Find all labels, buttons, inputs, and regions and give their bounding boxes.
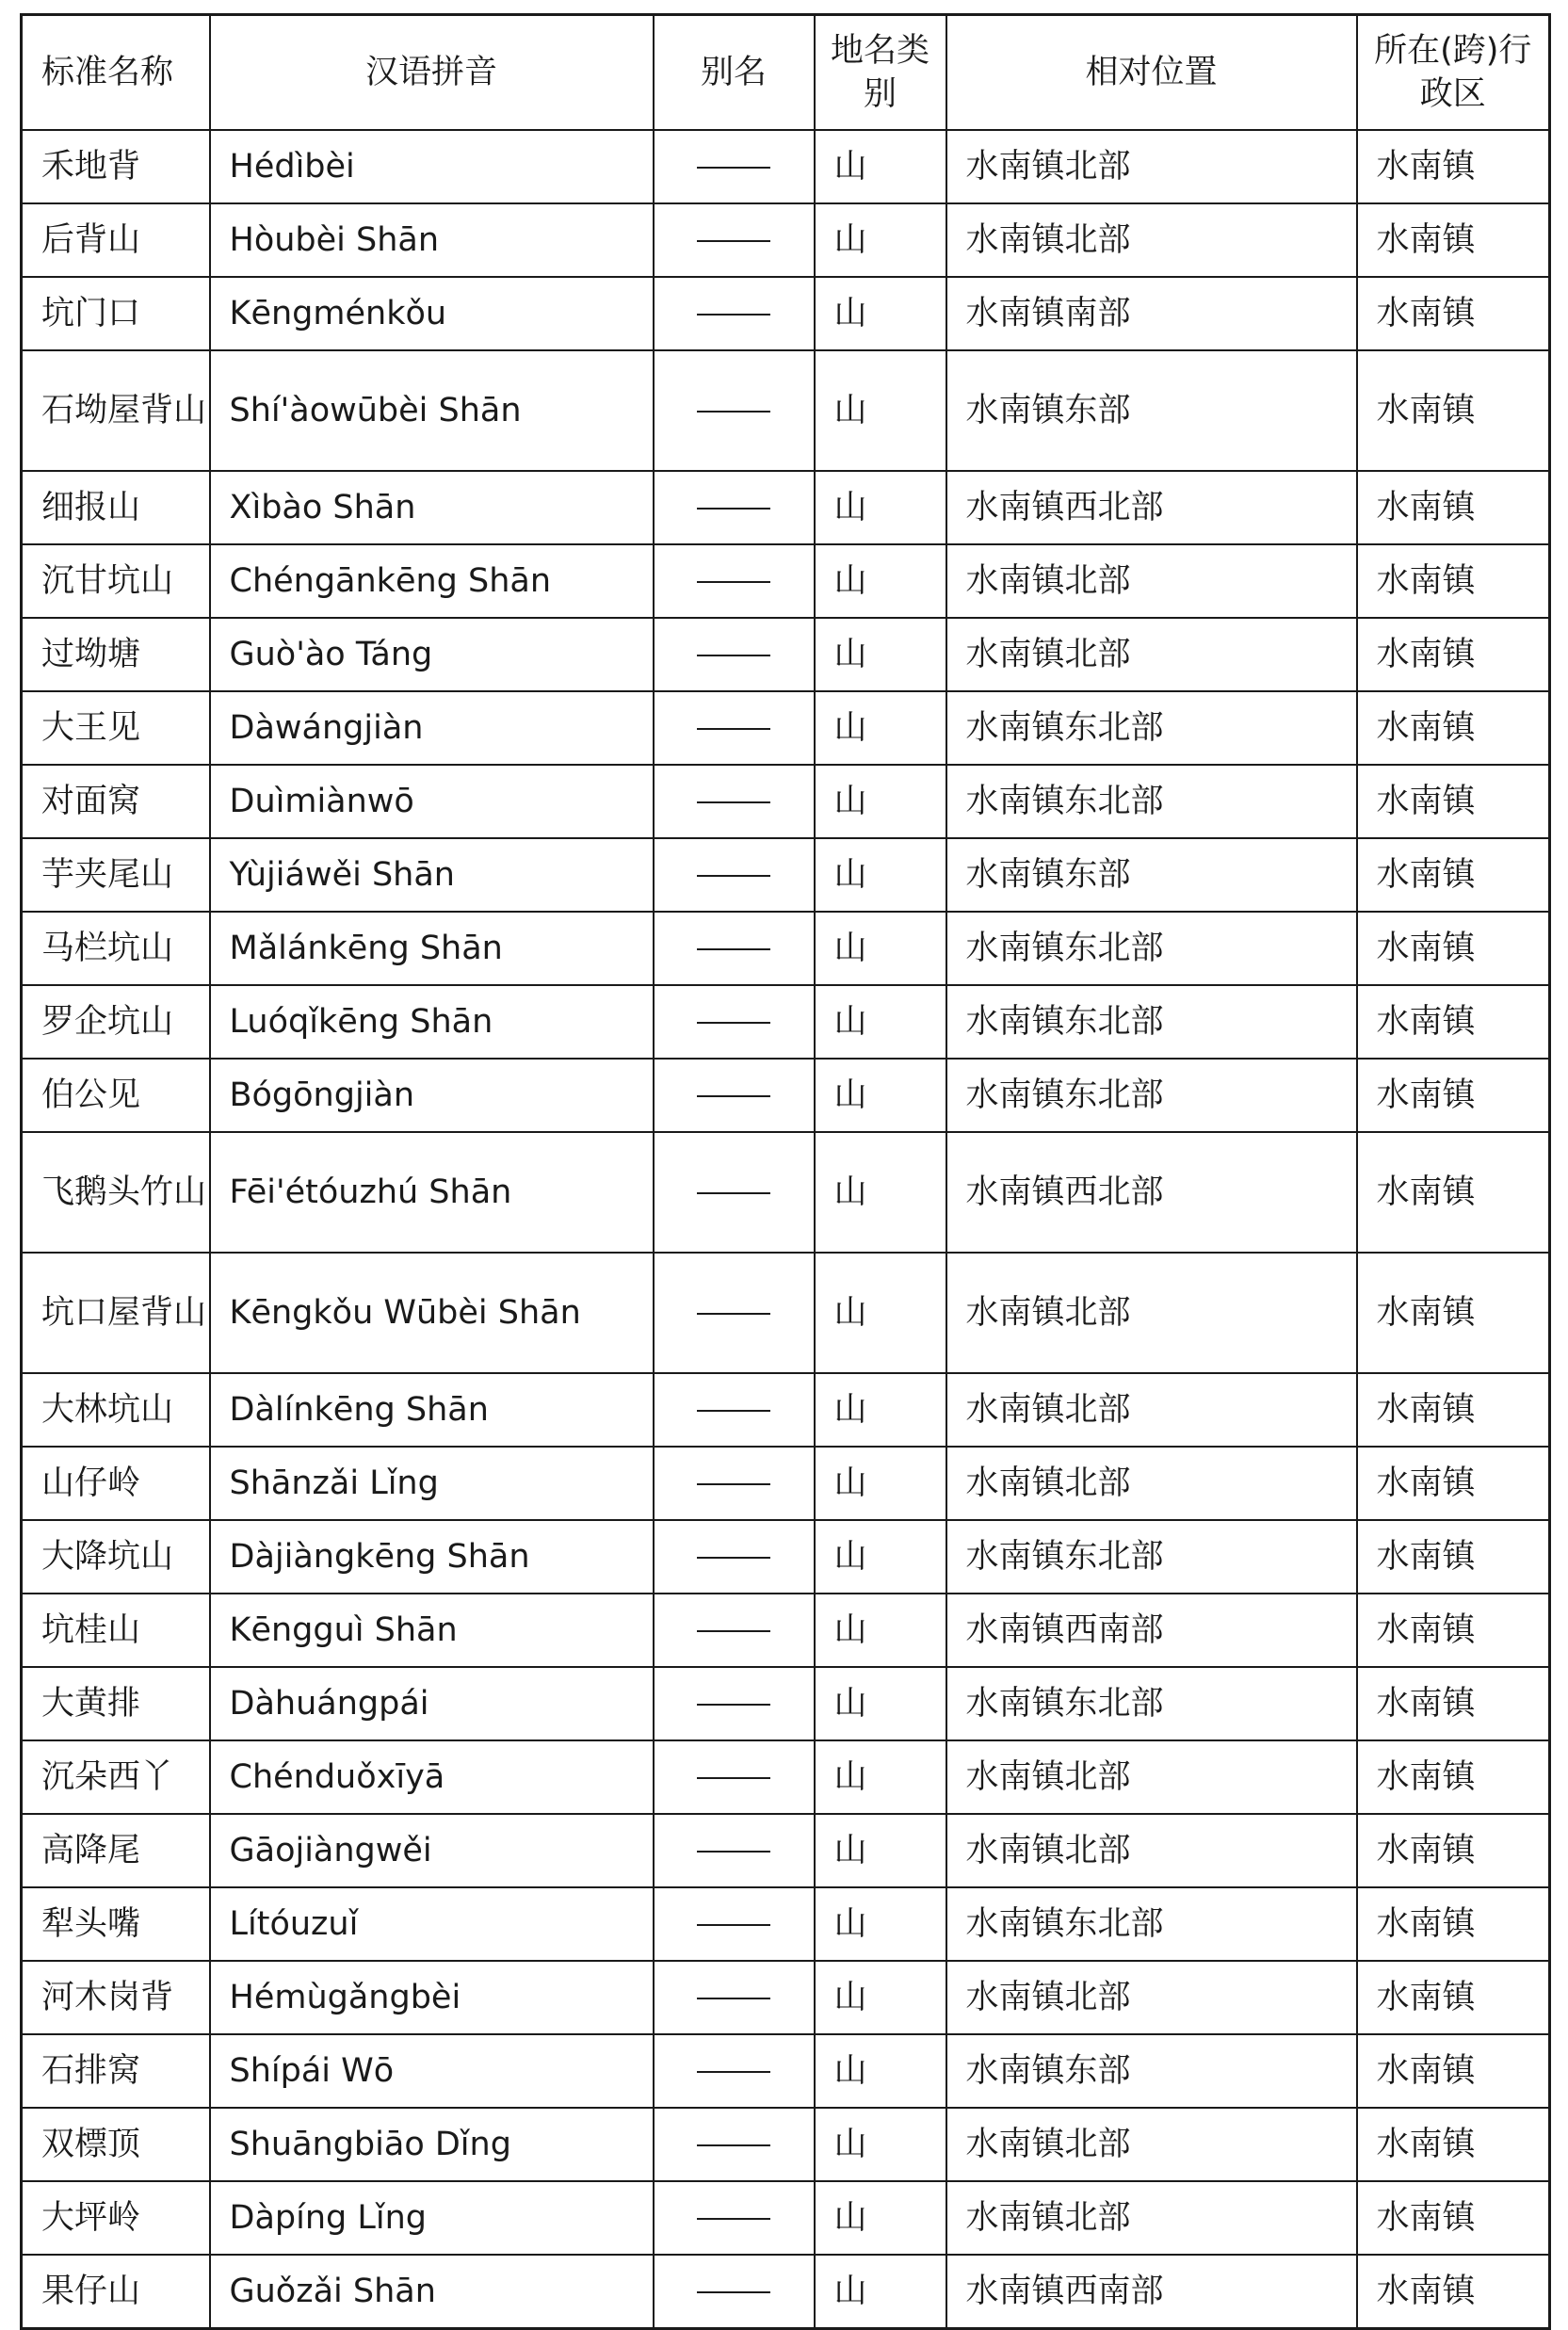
cell-district: 水南镇 bbox=[1357, 203, 1550, 277]
alias-empty-dash bbox=[697, 1998, 770, 1999]
cell-alias bbox=[654, 2255, 815, 2328]
table-row bbox=[22, 2108, 1550, 2181]
cell-alias bbox=[654, 618, 815, 691]
cell-standard-name: 罗企坑山 bbox=[22, 985, 210, 1059]
alias-empty-dash bbox=[697, 948, 770, 950]
cell-category: 山 bbox=[815, 350, 946, 471]
cell-alias bbox=[654, 1447, 815, 1520]
table-row bbox=[22, 1132, 1550, 1253]
cell-relative-position: 水南镇北部 bbox=[946, 618, 1357, 691]
cell-alias bbox=[654, 1253, 815, 1373]
alias-empty-dash bbox=[697, 411, 770, 413]
cell-district: 水南镇 bbox=[1357, 2181, 1550, 2255]
cell-category: 山 bbox=[815, 765, 946, 838]
cell-district: 水南镇 bbox=[1357, 912, 1550, 985]
alias-empty-dash bbox=[697, 1704, 770, 1706]
cell-relative-position: 水南镇东北部 bbox=[946, 1887, 1357, 1961]
cell-pinyin: Dàhuángpái bbox=[210, 1667, 654, 1740]
cell-standard-name: 沉朵西丫 bbox=[22, 1740, 210, 1814]
header-relative-position: 相对位置 bbox=[946, 15, 1357, 131]
cell-standard-name: 大黄排 bbox=[22, 1667, 210, 1740]
cell-alias bbox=[654, 2108, 815, 2181]
cell-relative-position: 水南镇东北部 bbox=[946, 1520, 1357, 1594]
cell-category: 山 bbox=[815, 2108, 946, 2181]
cell-pinyin: Gāojiàngwěi bbox=[210, 1814, 654, 1887]
cell-category: 山 bbox=[815, 1594, 946, 1667]
cell-category: 山 bbox=[815, 1373, 946, 1447]
cell-district: 水南镇 bbox=[1357, 130, 1550, 203]
cell-relative-position: 水南镇北部 bbox=[946, 1740, 1357, 1814]
cell-alias bbox=[654, 544, 815, 618]
alias-empty-dash bbox=[697, 314, 770, 316]
alias-empty-dash bbox=[697, 728, 770, 730]
table-row bbox=[22, 1059, 1550, 1132]
cell-standard-name: 大坪岭 bbox=[22, 2181, 210, 2255]
table-row bbox=[22, 471, 1550, 544]
alias-empty-dash bbox=[697, 1630, 770, 1632]
cell-district: 水南镇 bbox=[1357, 1887, 1550, 1961]
cell-standard-name: 大王见 bbox=[22, 691, 210, 765]
cell-pinyin: Chéngānkēng Shān bbox=[210, 544, 654, 618]
cell-district: 水南镇 bbox=[1357, 1059, 1550, 1132]
cell-district: 水南镇 bbox=[1357, 1961, 1550, 2034]
cell-relative-position: 水南镇西北部 bbox=[946, 1132, 1357, 1253]
header-alias: 别名 bbox=[654, 15, 815, 131]
cell-standard-name: 大降坑山 bbox=[22, 1520, 210, 1594]
cell-standard-name: 山仔岭 bbox=[22, 1447, 210, 1520]
cell-pinyin: Xìbào Shān bbox=[210, 471, 654, 544]
table-row bbox=[22, 2034, 1550, 2108]
cell-standard-name: 飞鹅头竹山 bbox=[22, 1132, 210, 1253]
cell-category: 山 bbox=[815, 1059, 946, 1132]
cell-relative-position: 水南镇东北部 bbox=[946, 691, 1357, 765]
alias-empty-dash bbox=[697, 2071, 770, 2073]
cell-pinyin: Fēi'étóuzhú Shān bbox=[210, 1132, 654, 1253]
alias-empty-dash bbox=[697, 1410, 770, 1412]
cell-alias bbox=[654, 1740, 815, 1814]
cell-relative-position: 水南镇东北部 bbox=[946, 765, 1357, 838]
cell-pinyin: Kēngguì Shān bbox=[210, 1594, 654, 1667]
cell-category: 山 bbox=[815, 1740, 946, 1814]
table-row bbox=[22, 838, 1550, 912]
cell-category: 山 bbox=[815, 2181, 946, 2255]
cell-pinyin: Dàlínkēng Shān bbox=[210, 1373, 654, 1447]
cell-relative-position: 水南镇北部 bbox=[946, 130, 1357, 203]
cell-category: 山 bbox=[815, 203, 946, 277]
table-row bbox=[22, 2181, 1550, 2255]
header-standard-name: 标准名称 bbox=[22, 15, 210, 131]
table-row bbox=[22, 765, 1550, 838]
alias-empty-dash bbox=[697, 508, 770, 510]
table-row bbox=[22, 912, 1550, 985]
cell-alias bbox=[654, 1520, 815, 1594]
cell-category: 山 bbox=[815, 1132, 946, 1253]
cell-standard-name: 坑门口 bbox=[22, 277, 210, 350]
cell-standard-name: 果仔山 bbox=[22, 2255, 210, 2328]
cell-alias bbox=[654, 1667, 815, 1740]
table-row bbox=[22, 1740, 1550, 1814]
alias-empty-dash bbox=[697, 1022, 770, 1024]
cell-relative-position: 水南镇北部 bbox=[946, 1814, 1357, 1887]
cell-relative-position: 水南镇北部 bbox=[946, 544, 1357, 618]
cell-relative-position: 水南镇西南部 bbox=[946, 1594, 1357, 1667]
cell-pinyin: Mǎlánkēng Shān bbox=[210, 912, 654, 985]
cell-category: 山 bbox=[815, 691, 946, 765]
cell-pinyin: Kēngkǒu Wūbèi Shān bbox=[210, 1253, 654, 1373]
cell-alias bbox=[654, 2034, 815, 2108]
cell-alias bbox=[654, 912, 815, 985]
cell-relative-position: 水南镇东北部 bbox=[946, 912, 1357, 985]
cell-district: 水南镇 bbox=[1357, 618, 1550, 691]
alias-empty-dash bbox=[697, 655, 770, 656]
cell-alias bbox=[654, 838, 815, 912]
cell-category: 山 bbox=[815, 1961, 946, 2034]
cell-relative-position: 水南镇北部 bbox=[946, 2181, 1357, 2255]
table-row bbox=[22, 544, 1550, 618]
table-row bbox=[22, 1373, 1550, 1447]
alias-empty-dash bbox=[697, 1313, 770, 1315]
table-row bbox=[22, 2255, 1550, 2328]
cell-pinyin: Shípái Wō bbox=[210, 2034, 654, 2108]
cell-category: 山 bbox=[815, 618, 946, 691]
cell-category: 山 bbox=[815, 2034, 946, 2108]
cell-district: 水南镇 bbox=[1357, 1447, 1550, 1520]
cell-district: 水南镇 bbox=[1357, 471, 1550, 544]
cell-relative-position: 水南镇东部 bbox=[946, 838, 1357, 912]
cell-pinyin: Bógōngjiàn bbox=[210, 1059, 654, 1132]
cell-standard-name: 犁头嘴 bbox=[22, 1887, 210, 1961]
cell-district: 水南镇 bbox=[1357, 765, 1550, 838]
cell-district: 水南镇 bbox=[1357, 1667, 1550, 1740]
cell-alias bbox=[654, 1132, 815, 1253]
cell-category: 山 bbox=[815, 471, 946, 544]
cell-alias bbox=[654, 985, 815, 1059]
cell-alias bbox=[654, 1059, 815, 1132]
cell-pinyin: Hémùgǎngbèi bbox=[210, 1961, 654, 2034]
cell-standard-name: 禾地背 bbox=[22, 130, 210, 203]
cell-alias bbox=[654, 203, 815, 277]
table-row bbox=[22, 985, 1550, 1059]
cell-standard-name: 后背山 bbox=[22, 203, 210, 277]
cell-standard-name: 坑桂山 bbox=[22, 1594, 210, 1667]
cell-alias bbox=[654, 765, 815, 838]
cell-district: 水南镇 bbox=[1357, 2034, 1550, 2108]
cell-category: 山 bbox=[815, 838, 946, 912]
alias-empty-dash bbox=[697, 1777, 770, 1779]
cell-pinyin: Shí'àowūbèi Shān bbox=[210, 350, 654, 471]
header-pinyin: 汉语拼音 bbox=[210, 15, 654, 131]
cell-alias bbox=[654, 130, 815, 203]
table-row bbox=[22, 1667, 1550, 1740]
cell-category: 山 bbox=[815, 1520, 946, 1594]
cell-relative-position: 水南镇北部 bbox=[946, 1373, 1357, 1447]
cell-alias bbox=[654, 1373, 815, 1447]
cell-relative-position: 水南镇南部 bbox=[946, 277, 1357, 350]
cell-relative-position: 水南镇东部 bbox=[946, 2034, 1357, 2108]
cell-pinyin: Shuāngbiāo Dǐng bbox=[210, 2108, 654, 2181]
cell-district: 水南镇 bbox=[1357, 691, 1550, 765]
alias-empty-dash bbox=[697, 2144, 770, 2146]
cell-district: 水南镇 bbox=[1357, 1253, 1550, 1373]
cell-standard-name: 过坳塘 bbox=[22, 618, 210, 691]
alias-empty-dash bbox=[697, 1557, 770, 1559]
cell-category: 山 bbox=[815, 130, 946, 203]
cell-relative-position: 水南镇东北部 bbox=[946, 1667, 1357, 1740]
cell-relative-position: 水南镇东北部 bbox=[946, 1059, 1357, 1132]
cell-category: 山 bbox=[815, 1447, 946, 1520]
alias-empty-dash bbox=[697, 801, 770, 803]
cell-relative-position: 水南镇北部 bbox=[946, 1447, 1357, 1520]
table-row bbox=[22, 691, 1550, 765]
cell-standard-name: 石坳屋背山 bbox=[22, 350, 210, 471]
cell-pinyin: Guǒzǎi Shān bbox=[210, 2255, 654, 2328]
table-header-row bbox=[22, 15, 1550, 131]
cell-alias bbox=[654, 2181, 815, 2255]
table-row bbox=[22, 350, 1550, 471]
alias-empty-dash bbox=[697, 1924, 770, 1926]
cell-category: 山 bbox=[815, 544, 946, 618]
cell-pinyin: Chénduǒxīyā bbox=[210, 1740, 654, 1814]
cell-district: 水南镇 bbox=[1357, 1594, 1550, 1667]
table-body bbox=[22, 130, 1550, 2328]
cell-pinyin: Guò'ào Táng bbox=[210, 618, 654, 691]
table-row bbox=[22, 1447, 1550, 1520]
cell-category: 山 bbox=[815, 1253, 946, 1373]
cell-alias bbox=[654, 1594, 815, 1667]
table-row bbox=[22, 277, 1550, 350]
cell-alias bbox=[654, 1961, 815, 2034]
table-row bbox=[22, 1887, 1550, 1961]
cell-relative-position: 水南镇东北部 bbox=[946, 985, 1357, 1059]
cell-pinyin: Lítóuzuǐ bbox=[210, 1887, 654, 1961]
cell-relative-position: 水南镇北部 bbox=[946, 1253, 1357, 1373]
cell-district: 水南镇 bbox=[1357, 838, 1550, 912]
cell-standard-name: 细报山 bbox=[22, 471, 210, 544]
alias-empty-dash bbox=[697, 581, 770, 583]
cell-standard-name: 大林坑山 bbox=[22, 1373, 210, 1447]
place-name-table bbox=[20, 13, 1551, 2330]
cell-district: 水南镇 bbox=[1357, 1520, 1550, 1594]
table-row bbox=[22, 1253, 1550, 1373]
cell-relative-position: 水南镇北部 bbox=[946, 203, 1357, 277]
alias-empty-dash bbox=[697, 2291, 770, 2293]
alias-empty-dash bbox=[697, 240, 770, 242]
cell-category: 山 bbox=[815, 912, 946, 985]
cell-alias bbox=[654, 471, 815, 544]
cell-pinyin: Duìmiànwō bbox=[210, 765, 654, 838]
alias-empty-dash bbox=[697, 1095, 770, 1097]
cell-standard-name: 坑口屋背山 bbox=[22, 1253, 210, 1373]
cell-district: 水南镇 bbox=[1357, 277, 1550, 350]
cell-pinyin: Luóqǐkēng Shān bbox=[210, 985, 654, 1059]
cell-alias bbox=[654, 1814, 815, 1887]
cell-district: 水南镇 bbox=[1357, 2255, 1550, 2328]
cell-pinyin: Yùjiáwěi Shān bbox=[210, 838, 654, 912]
cell-pinyin: Dàjiàngkēng Shān bbox=[210, 1520, 654, 1594]
header-category: 地名类别 bbox=[815, 15, 946, 131]
alias-empty-dash bbox=[697, 2218, 770, 2220]
cell-standard-name: 高降尾 bbox=[22, 1814, 210, 1887]
table-row bbox=[22, 203, 1550, 277]
alias-empty-dash bbox=[697, 1483, 770, 1485]
alias-empty-dash bbox=[697, 875, 770, 877]
cell-relative-position: 水南镇北部 bbox=[946, 2108, 1357, 2181]
table-row bbox=[22, 618, 1550, 691]
cell-relative-position: 水南镇西北部 bbox=[946, 471, 1357, 544]
cell-district: 水南镇 bbox=[1357, 1740, 1550, 1814]
cell-pinyin: Dàwángjiàn bbox=[210, 691, 654, 765]
cell-standard-name: 石排窝 bbox=[22, 2034, 210, 2108]
table-row bbox=[22, 1961, 1550, 2034]
cell-district: 水南镇 bbox=[1357, 2108, 1550, 2181]
alias-empty-dash bbox=[697, 167, 770, 169]
cell-standard-name: 对面窝 bbox=[22, 765, 210, 838]
cell-category: 山 bbox=[815, 1814, 946, 1887]
cell-alias bbox=[654, 277, 815, 350]
alias-empty-dash bbox=[697, 1192, 770, 1194]
cell-district: 水南镇 bbox=[1357, 1373, 1550, 1447]
cell-standard-name: 沉甘坑山 bbox=[22, 544, 210, 618]
cell-category: 山 bbox=[815, 1887, 946, 1961]
cell-district: 水南镇 bbox=[1357, 1814, 1550, 1887]
cell-relative-position: 水南镇东部 bbox=[946, 350, 1357, 471]
table-row bbox=[22, 130, 1550, 203]
cell-district: 水南镇 bbox=[1357, 544, 1550, 618]
cell-category: 山 bbox=[815, 985, 946, 1059]
table-row bbox=[22, 1520, 1550, 1594]
alias-empty-dash bbox=[697, 1851, 770, 1853]
header-district: 所在(跨)行政区 bbox=[1357, 15, 1550, 131]
cell-relative-position: 水南镇北部 bbox=[946, 1961, 1357, 2034]
cell-standard-name: 芋夹尾山 bbox=[22, 838, 210, 912]
cell-standard-name: 伯公见 bbox=[22, 1059, 210, 1132]
cell-pinyin: Hédìbèi bbox=[210, 130, 654, 203]
cell-alias bbox=[654, 691, 815, 765]
cell-alias bbox=[654, 1887, 815, 1961]
cell-category: 山 bbox=[815, 277, 946, 350]
cell-district: 水南镇 bbox=[1357, 350, 1550, 471]
cell-district: 水南镇 bbox=[1357, 1132, 1550, 1253]
cell-alias bbox=[654, 350, 815, 471]
cell-relative-position: 水南镇西南部 bbox=[946, 2255, 1357, 2328]
cell-pinyin: Kēngménkǒu bbox=[210, 277, 654, 350]
cell-pinyin: Shānzǎi Lǐng bbox=[210, 1447, 654, 1520]
table-row bbox=[22, 1594, 1550, 1667]
table-row bbox=[22, 1814, 1550, 1887]
cell-standard-name: 河木岗背 bbox=[22, 1961, 210, 2034]
cell-category: 山 bbox=[815, 2255, 946, 2328]
cell-category: 山 bbox=[815, 1667, 946, 1740]
cell-standard-name: 马栏坑山 bbox=[22, 912, 210, 985]
cell-standard-name: 双標顶 bbox=[22, 2108, 210, 2181]
cell-pinyin: Dàpíng Lǐng bbox=[210, 2181, 654, 2255]
cell-district: 水南镇 bbox=[1357, 985, 1550, 1059]
cell-pinyin: Hòubèi Shān bbox=[210, 203, 654, 277]
